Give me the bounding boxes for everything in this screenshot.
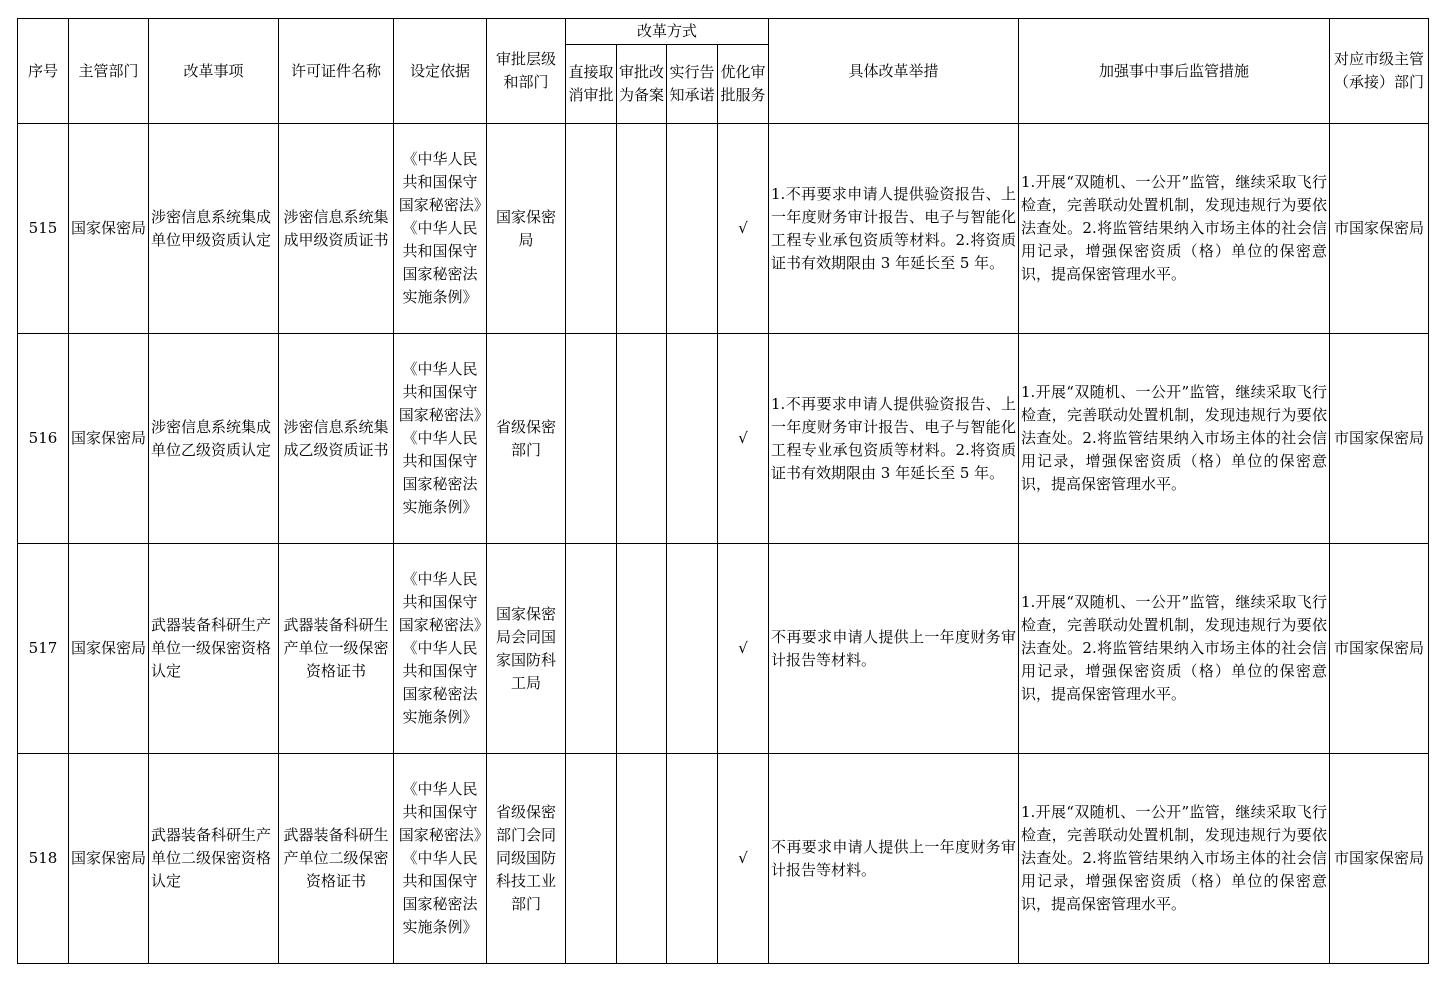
- cell-item: 涉密信息系统集成单位甲级资质认定: [149, 124, 279, 334]
- cell-seq: 517: [18, 544, 69, 754]
- header-method: 改革方式: [566, 19, 769, 45]
- header-license: 许可证件名称: [279, 19, 394, 124]
- cell-measures: 1.不再要求申请人提供验资报告、上一年度财务审计报告、电子与智能化工程专业承包资质等材料。2.将资质证书有效期限由 3 年延长至 5 年。: [769, 124, 1019, 334]
- cell-license: 武器装备科研生产单位二级保密资格证书: [279, 754, 394, 964]
- cell-measures: 不再要求申请人提供上一年度财务审计报告等材料。: [769, 544, 1019, 754]
- cell-seq: 518: [18, 754, 69, 964]
- cell-method-filing: [617, 334, 667, 544]
- cell-method-notify: [667, 544, 718, 754]
- header-department: 主管部门: [69, 19, 149, 124]
- table-header: [18, 19, 1429, 124]
- cell-method-filing: [617, 544, 667, 754]
- cell-level: 国家保密局会同国家国防科工局: [487, 544, 566, 754]
- cell-basis: 《中华人民共和国保守国家秘密法》《中华人民共和国保守国家秘密法实施条例》: [394, 544, 487, 754]
- cell-method-notify: [667, 334, 718, 544]
- cell-supervision: 1.开展“双随机、一公开”监管，继续采取飞行检查，完善联动处置机制，发现违规行为要依法查处。2.将监管结果纳入市场主体的社会信用记录，增强保密资质（格）单位的保密意识，提高保密管理水平。: [1019, 334, 1330, 544]
- table-row: [18, 544, 1429, 754]
- cell-basis: 《中华人民共和国保守国家秘密法》《中华人民共和国保守国家秘密法实施条例》: [394, 124, 487, 334]
- cell-level: 省级保密部门会同同级国防科技工业部门: [487, 754, 566, 964]
- cell-city-dept: 市国家保密局: [1330, 124, 1429, 334]
- cell-seq: 515: [18, 124, 69, 334]
- header-method-optimize: 优化审批服务: [718, 45, 769, 124]
- table-body: [18, 124, 1429, 964]
- cell-city-dept: 市国家保密局: [1330, 334, 1429, 544]
- cell-item: 涉密信息系统集成单位乙级资质认定: [149, 334, 279, 544]
- cell-measures: 1.不再要求申请人提供验资报告、上一年度财务审计报告、电子与智能化工程专业承包资质等材料。2.将资质证书有效期限由 3 年延长至 5 年。: [769, 334, 1019, 544]
- cell-supervision: 1.开展“双随机、一公开”监管，继续采取飞行检查，完善联动处置机制，发现违规行为要依法查处。2.将监管结果纳入市场主体的社会信用记录，增强保密资质（格）单位的保密意识，提高保密管理水平。: [1019, 124, 1330, 334]
- cell-method-cancel: [566, 544, 617, 754]
- cell-method-filing: [617, 754, 667, 964]
- cell-method-filing: [617, 124, 667, 334]
- cell-item: 武器装备科研生产单位二级保密资格认定: [149, 754, 279, 964]
- header-basis: 设定依据: [394, 19, 487, 124]
- table-row: [18, 124, 1429, 334]
- cell-level: 国家保密局: [487, 124, 566, 334]
- header-method-filing: 审批改为备案: [617, 45, 667, 124]
- cell-license: 涉密信息系统集成乙级资质证书: [279, 334, 394, 544]
- header-supervision: 加强事中事后监管措施: [1019, 19, 1330, 124]
- header-city-dept: 对应市级主管（承接）部门: [1330, 19, 1429, 124]
- cell-method-notify: [667, 124, 718, 334]
- table-row: [18, 334, 1429, 544]
- cell-method-optimize: √: [718, 124, 769, 334]
- cell-method-optimize: √: [718, 754, 769, 964]
- cell-basis: 《中华人民共和国保守国家秘密法》《中华人民共和国保守国家秘密法实施条例》: [394, 754, 487, 964]
- cell-item: 武器装备科研生产单位一级保密资格认定: [149, 544, 279, 754]
- cell-supervision: 1.开展“双随机、一公开”监管，继续采取飞行检查，完善联动处置机制，发现违规行为要依法查处。2.将监管结果纳入市场主体的社会信用记录，增强保密资质（格）单位的保密意识，提高保密管理水平。: [1019, 754, 1330, 964]
- cell-level: 省级保密部门: [487, 334, 566, 544]
- cell-method-cancel: [566, 124, 617, 334]
- header-item: 改革事项: [149, 19, 279, 124]
- header-method-cancel: 直接取消审批: [566, 45, 617, 124]
- header-level: 审批层级和部门: [487, 19, 566, 124]
- cell-department: 国家保密局: [69, 544, 149, 754]
- cell-license: 涉密信息系统集成甲级资质证书: [279, 124, 394, 334]
- cell-method-cancel: [566, 754, 617, 964]
- cell-seq: 516: [18, 334, 69, 544]
- cell-supervision: 1.开展“双随机、一公开”监管，继续采取飞行检查，完善联动处置机制，发现违规行为要依法查处。2.将监管结果纳入市场主体的社会信用记录，增强保密资质（格）单位的保密意识，提高保密管理水平。: [1019, 544, 1330, 754]
- cell-department: 国家保密局: [69, 754, 149, 964]
- cell-basis: 《中华人民共和国保守国家秘密法》《中华人民共和国保守国家秘密法实施条例》: [394, 334, 487, 544]
- cell-license: 武器装备科研生产单位一级保密资格证书: [279, 544, 394, 754]
- cell-method-cancel: [566, 334, 617, 544]
- cell-city-dept: 市国家保密局: [1330, 754, 1429, 964]
- cell-method-optimize: √: [718, 544, 769, 754]
- cell-department: 国家保密局: [69, 124, 149, 334]
- cell-method-notify: [667, 754, 718, 964]
- cell-measures: 不再要求申请人提供上一年度财务审计报告等材料。: [769, 754, 1019, 964]
- table-row: [18, 754, 1429, 964]
- cell-city-dept: 市国家保密局: [1330, 544, 1429, 754]
- cell-department: 国家保密局: [69, 334, 149, 544]
- cell-method-optimize: √: [718, 334, 769, 544]
- reform-table: [17, 18, 1429, 964]
- header-seq: 序号: [18, 19, 69, 124]
- header-method-notify: 实行告知承诺: [667, 45, 718, 124]
- header-measures: 具体改革举措: [769, 19, 1019, 124]
